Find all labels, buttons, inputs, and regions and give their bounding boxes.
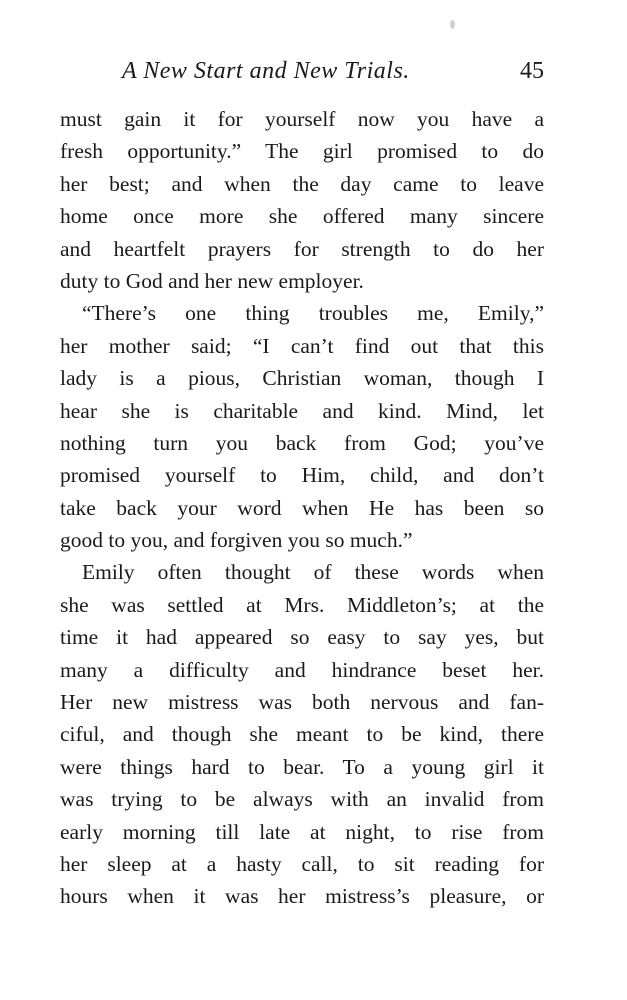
text-line: her mother said; “I can’t find out that this xyxy=(60,333,544,358)
text-line: were things hard to bear. To a young girl it xyxy=(60,754,544,779)
text-line: her sleep at a hasty call, to sit reading for xyxy=(60,851,544,876)
text-line: take back your word when He has been so xyxy=(60,495,544,520)
text-line: she was settled at Mrs. Middleton’s; at the xyxy=(60,592,544,617)
running-title: A New Start and New Trials. xyxy=(122,58,410,84)
text-line: time it had appeared so easy to say yes, but xyxy=(60,625,544,650)
text-line: fresh opportunity.” The girl promised to do xyxy=(60,139,544,164)
text-line: Her new mistress was both nervous and fan- xyxy=(60,690,544,715)
text-line: nothing turn you back from God; you’ve xyxy=(60,430,544,455)
text-line: hear she is charitable and kind. Mind, let xyxy=(60,398,544,423)
text-line: must gain it for yourself now you have a xyxy=(60,107,544,131)
text-line: many a difficulty and hindrance beset her. xyxy=(60,657,544,682)
text-line: duty to God and her new employer. xyxy=(60,268,364,293)
text-line: was trying to be always with an invalid from xyxy=(60,787,544,812)
body-text xyxy=(60,103,544,913)
text-line: her best; and when the day came to leave xyxy=(60,171,544,196)
text-line: and heartfelt prayers for strength to do her xyxy=(60,236,544,261)
text-line: Emily often thought of these words when xyxy=(82,560,544,585)
text-line: promised yourself to Him, child, and don’t xyxy=(60,463,544,488)
page-number: 45 xyxy=(520,58,544,84)
paper-speck xyxy=(450,20,455,29)
text-line: good to you, and forgiven you so much.” xyxy=(60,528,413,553)
text-line: ciful, and though she meant to be kind, there xyxy=(60,722,544,747)
text-line: “There’s one thing troubles me, Emily,” xyxy=(82,301,544,326)
text-line: lady is a pious, Christian woman, though I xyxy=(60,366,544,391)
text-line: early morning till late at night, to rise from xyxy=(60,819,544,844)
page-header xyxy=(60,58,544,90)
text-line: hours when it was her mistress’s pleasure, or xyxy=(60,884,544,909)
text-line: home once more she offered many sincere xyxy=(60,204,544,229)
